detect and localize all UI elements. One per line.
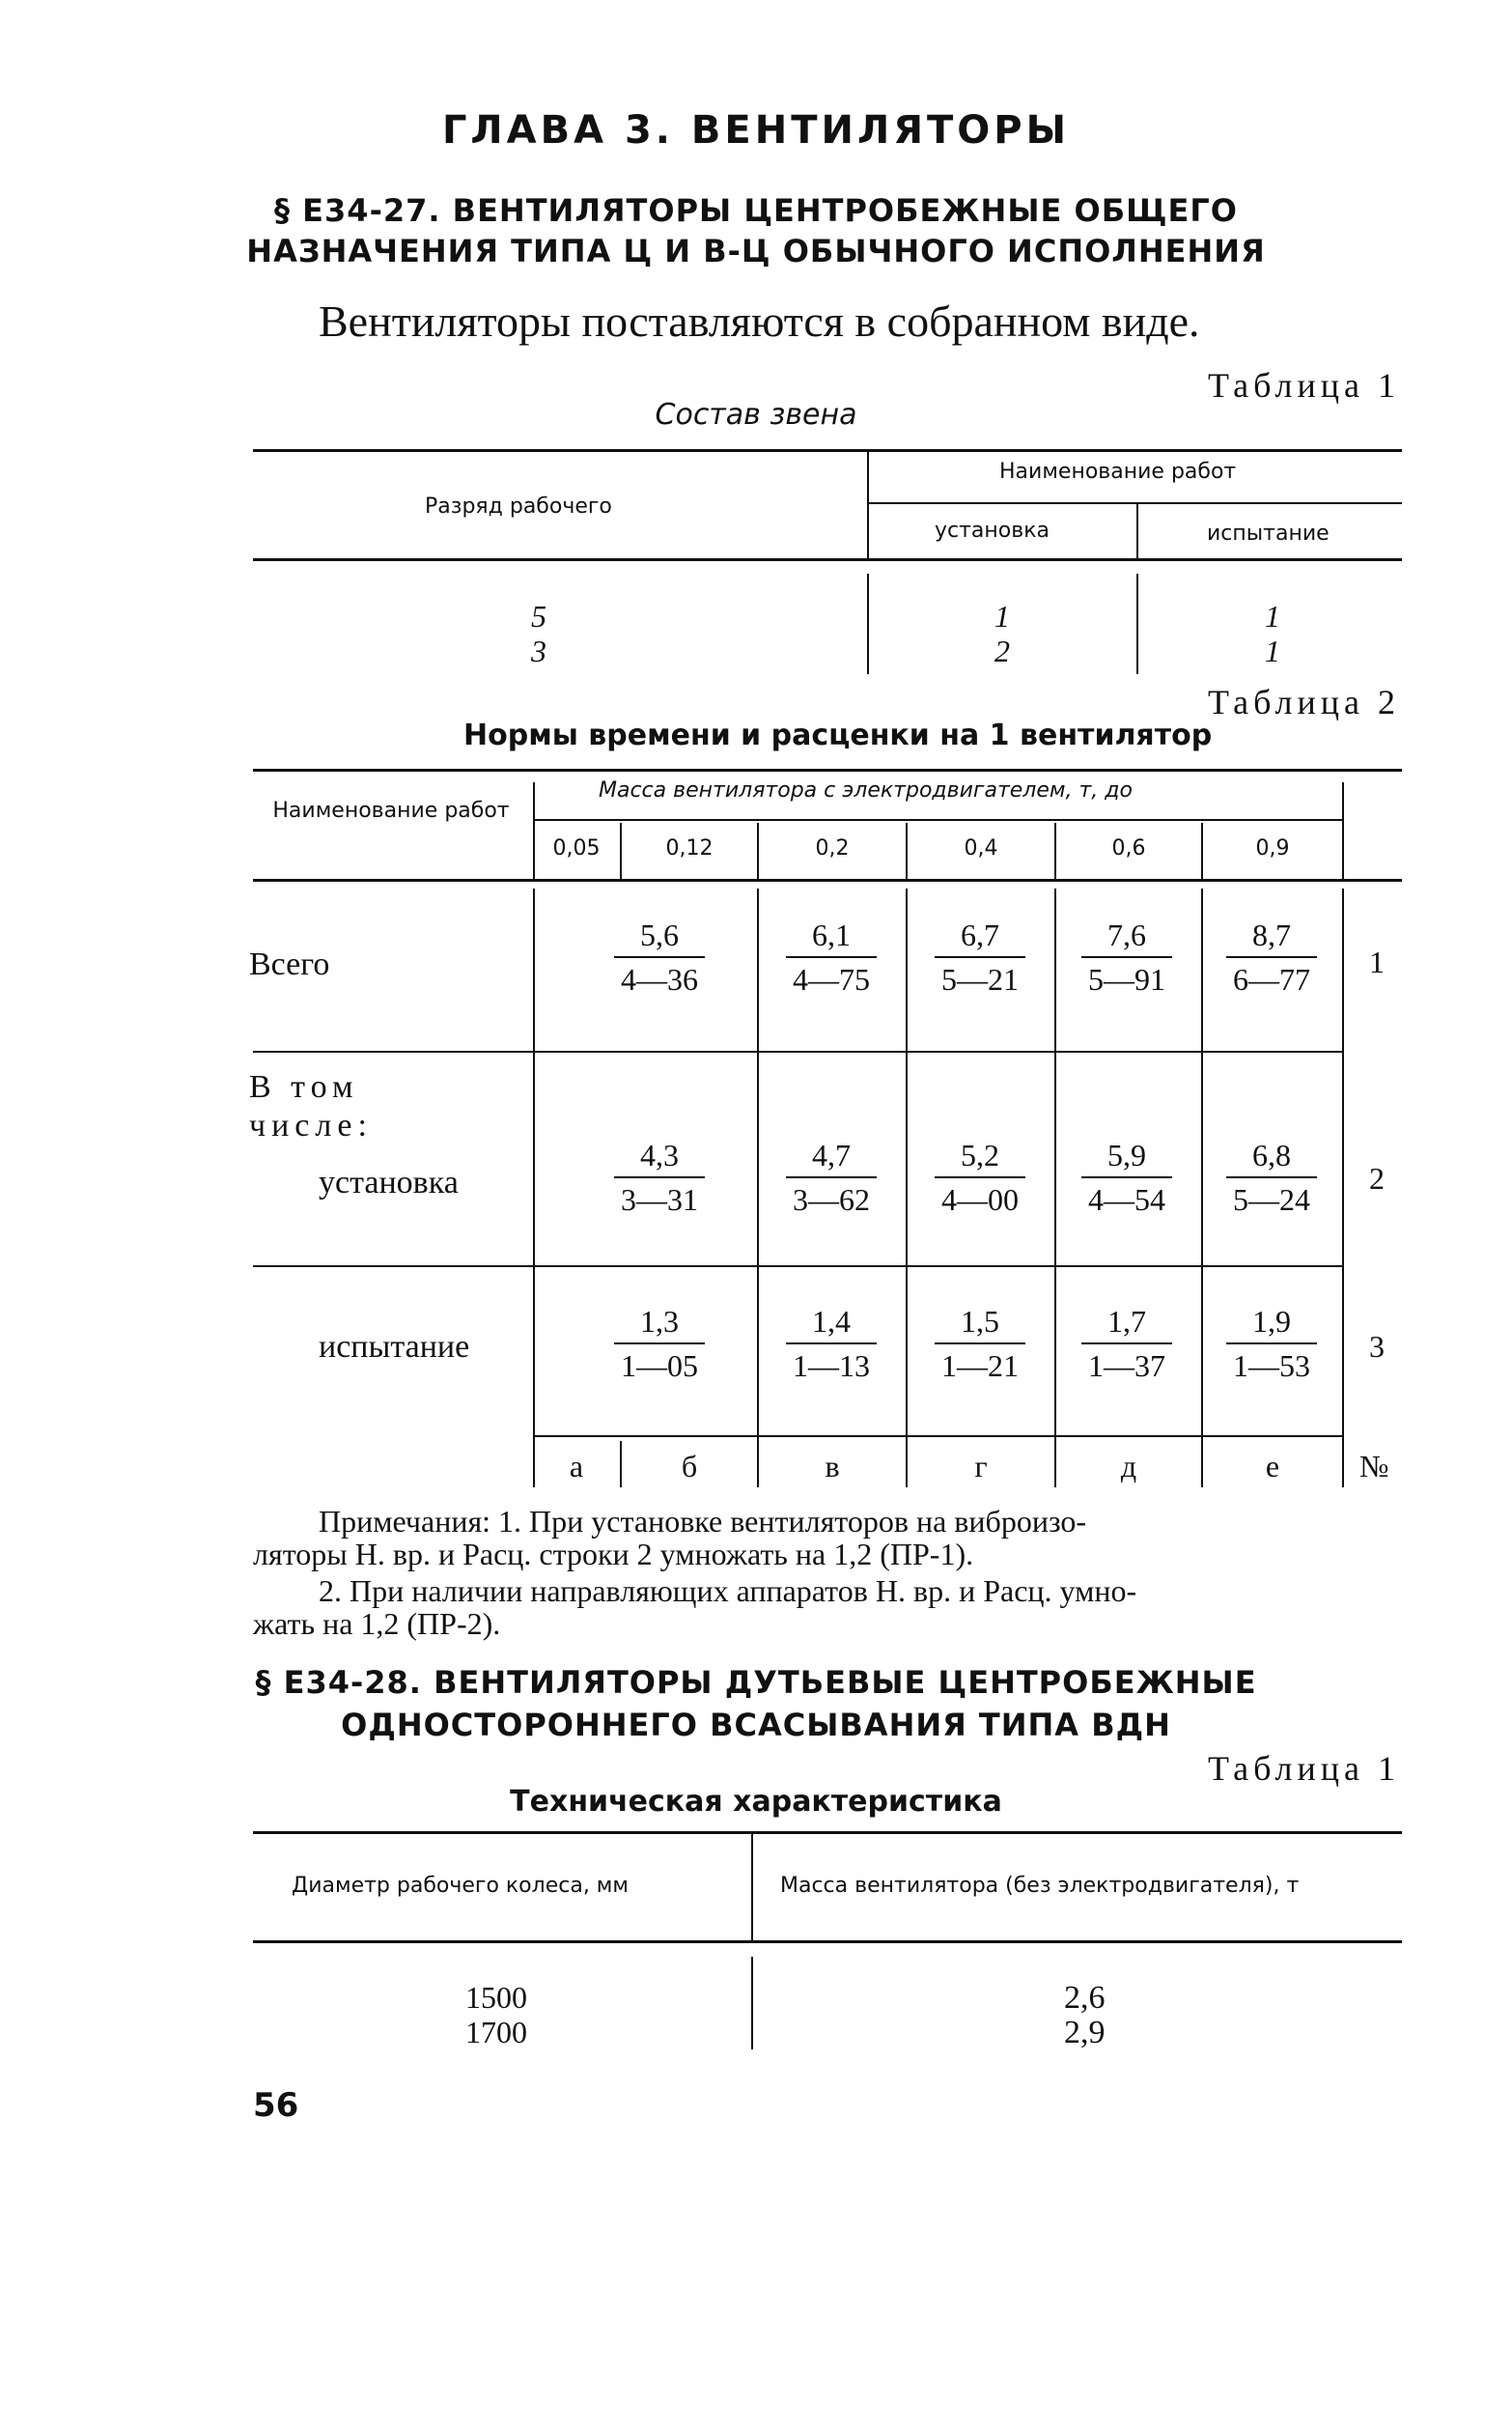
- t2-r3-c3-rate: 1—21: [941, 1348, 1019, 1383]
- t2-r3-c2: [778, 1302, 884, 1385]
- t2-r2-c2: [778, 1136, 884, 1219]
- t2-r3-c4: [1074, 1302, 1180, 1385]
- table1-test-1: 1: [1265, 599, 1280, 634]
- t2-r2-c1-norm: 4,3: [640, 1138, 679, 1172]
- t2-r3-c5: [1218, 1302, 1325, 1385]
- chapter-title: ГЛАВА 3. ВЕНТИЛЯТОРЫ: [441, 108, 1071, 153]
- section-title-line1: § Е34-27. ВЕНТИЛЯТОРЫ ЦЕНТРОБЕЖНЫЕ ОБЩЕГО: [274, 192, 1238, 229]
- t2-r3-c1: [606, 1302, 713, 1385]
- t2-r3-c2-rate: 1—13: [793, 1348, 870, 1383]
- s2-table1-label: Таблица 1: [1208, 1749, 1400, 1788]
- section-title-line2: НАЗНАЧЕНИЯ ТИПА Ц И В-Ц ОБЫЧНОГО ИСПОЛНЕНИЯ: [246, 233, 1266, 269]
- table1-test-2: 1: [1265, 634, 1280, 668]
- t2-r1-c4-norm: 7,6: [1107, 918, 1146, 952]
- t2-r2-c4-norm: 5,9: [1107, 1138, 1146, 1172]
- t2-r2-c4-rate: 4—54: [1088, 1182, 1165, 1217]
- s2-table1-top-rule: [253, 1831, 1402, 1834]
- t2-r1-c3-rate: 5—21: [941, 962, 1019, 997]
- t2-r2-c3-rate: 4—00: [941, 1182, 1019, 1217]
- t2-row3-no: 3: [1369, 1329, 1385, 1364]
- t2-vline-d-head: [906, 823, 908, 879]
- t2-r2-c4: [1074, 1136, 1180, 1219]
- t2-vline-g-body: [1342, 889, 1344, 1487]
- t2-r1-c5-rate: 6—77: [1233, 962, 1310, 997]
- t2-row1-name: Всего: [249, 946, 330, 982]
- s2-diam-2: 1700: [465, 2015, 527, 2049]
- section2-title-line2: ОДНОСТОРОННЕГО ВСАСЫВАНИЯ ТИПА ВДН: [341, 1707, 1171, 1743]
- mass-col-4: 0,4: [964, 836, 998, 861]
- t2-letter-c: в: [825, 1449, 840, 1483]
- t2-vline-f-head: [1201, 823, 1203, 879]
- t2-r2-c1: [606, 1136, 713, 1219]
- mass-col-3: 0,2: [815, 836, 850, 861]
- t2-letter-b: б: [681, 1449, 698, 1483]
- table1-label: Таблица 1: [1208, 366, 1400, 405]
- t2-r3-c4-norm: 1,7: [1107, 1304, 1146, 1339]
- t2-vline-e-body: [1054, 889, 1056, 1487]
- t2-r1-c1-rate: 4—36: [621, 962, 698, 997]
- t2-r1-c2-rate: 4—75: [793, 962, 870, 997]
- table1-col-rank: Разряд рабочего: [425, 494, 612, 519]
- table1-top-rule: [253, 449, 1402, 452]
- t2-r1-c1: [606, 916, 713, 999]
- table1-header-rule: [253, 558, 1402, 561]
- intro-text: Вентиляторы поставляются в собранном виде.: [319, 297, 1200, 346]
- t2-row2-name: установка: [319, 1165, 459, 1200]
- notes-line2: ляторы Н. вр. и Расц. строки 2 умножать на 1,2 (ПР-1).: [253, 1537, 974, 1571]
- table1-rank-2: 3: [531, 634, 546, 668]
- t2-r1-c4-rate: 5—91: [1088, 962, 1165, 997]
- table2-subheader-rule: [533, 819, 1342, 821]
- t2-row2-pre: В том числе:: [249, 1069, 373, 1144]
- table1-body-divider: [867, 574, 869, 674]
- table1-subheader-rule: [869, 502, 1402, 504]
- t2-r3-c5-rate: 1—53: [1233, 1348, 1310, 1383]
- t2-letter-f: е: [1265, 1449, 1280, 1483]
- t2-r3-c5-norm: 1,9: [1252, 1304, 1291, 1339]
- t2-vline-a-body: [533, 889, 535, 1487]
- table1-caption: Состав звена: [655, 398, 857, 432]
- t2-r1-c3: [927, 916, 1033, 999]
- t2-r1-c4: [1074, 916, 1180, 999]
- table1-rank-1: 5: [531, 599, 546, 634]
- section2-title-line1: § Е34-28. ВЕНТИЛЯТОРЫ ДУТЬЕВЫЕ ЦЕНТРОБЕЖНЫЕ: [255, 1664, 1257, 1701]
- notes-line4: жать на 1,2 (ПР-2).: [253, 1606, 501, 1641]
- t2-r3-c3-norm: 1,5: [961, 1304, 999, 1339]
- t2-row3-name: испытание: [319, 1329, 470, 1365]
- t2-r3-c2-norm: 1,4: [812, 1304, 851, 1339]
- t2-vline-a: [533, 782, 535, 879]
- t2-letter-e: д: [1120, 1449, 1137, 1483]
- table1-col-install: установка: [935, 519, 1050, 543]
- table1-body-sub-divider: [1136, 574, 1138, 674]
- t2-r1-c5-norm: 8,7: [1252, 918, 1291, 952]
- table1-sub-divider: [1136, 504, 1138, 558]
- table2-col-name: Наименование работ: [272, 799, 510, 823]
- t2-r2-c1-rate: 3—31: [621, 1182, 698, 1217]
- t2-vline-c-body: [757, 889, 759, 1487]
- table2-col-group: Масса вентилятора с электродвигателем, т, до: [599, 778, 1133, 803]
- s2-mass-2: 2,9: [1064, 2015, 1106, 2050]
- mass-col-1: 0,05: [552, 836, 601, 861]
- table1-install-2: 2: [994, 634, 1010, 668]
- t2-vline-c-head: [757, 823, 759, 879]
- t2-vline-e-head: [1054, 823, 1056, 879]
- s2-table1-col-mass: Масса вентилятора (без электродвигателя), т: [780, 1874, 1300, 1898]
- table2-header-rule: [253, 879, 1402, 882]
- table2-top-rule: [253, 769, 1402, 772]
- t2-r1-c3-norm: 6,7: [961, 918, 999, 952]
- t2-no-label: №: [1359, 1449, 1389, 1483]
- s2-table1-divider: [751, 1834, 753, 1940]
- t2-r1-c5: [1218, 916, 1325, 999]
- t2-r3-c1-norm: 1,3: [640, 1304, 679, 1339]
- t2-row-rule-2: [253, 1265, 1342, 1267]
- t2-r2-c2-norm: 4,7: [812, 1138, 851, 1172]
- mass-col-5: 0,6: [1111, 836, 1146, 861]
- t2-vline-b-head: [620, 823, 622, 879]
- t2-r1-c2-norm: 6,1: [812, 918, 851, 952]
- t2-footer-rule: [535, 1435, 1342, 1437]
- t2-row1-no: 1: [1369, 945, 1385, 979]
- t2-vline-d-body: [906, 889, 908, 1487]
- t2-vline-f-body: [1201, 889, 1203, 1487]
- table1-install-1: 1: [994, 599, 1010, 634]
- s2-table1-header-rule: [253, 1940, 1402, 1943]
- s2-diam-1: 1500: [465, 1980, 527, 2015]
- t2-row-rule-1: [253, 1051, 1342, 1053]
- s2-table1-col-diam: Диаметр рабочего колеса, мм: [292, 1874, 629, 1898]
- t2-r2-c3: [927, 1136, 1033, 1219]
- s2-mass-1: 2,6: [1064, 1980, 1106, 2016]
- mass-col-2: 0,12: [665, 836, 714, 861]
- t2-letter-a: а: [569, 1449, 584, 1483]
- t2-r2-c5-norm: 6,8: [1252, 1138, 1291, 1172]
- t2-r2-c2-rate: 3—62: [793, 1182, 870, 1217]
- table2-label: Таблица 2: [1208, 683, 1400, 721]
- notes-line1: Примечания: 1. При установке вентиляторов на виброизо-: [319, 1504, 1087, 1539]
- t2-r3-c4-rate: 1—37: [1088, 1348, 1165, 1383]
- t2-r3-c1-rate: 1—05: [621, 1348, 698, 1383]
- t2-r1-c1-norm: 5,6: [640, 918, 679, 952]
- t2-r2-c5-rate: 5—24: [1233, 1182, 1310, 1217]
- t2-r2-c3-norm: 5,2: [961, 1138, 999, 1172]
- table1-divider: [867, 452, 869, 558]
- t2-r3-c3: [927, 1302, 1033, 1385]
- t2-r1-c2: [778, 916, 884, 999]
- table1-col-group: Наименование работ: [999, 460, 1237, 484]
- t2-vline-g-head: [1342, 782, 1344, 879]
- t2-row2-no: 2: [1369, 1161, 1385, 1196]
- table1-col-test: испытание: [1207, 522, 1330, 546]
- mass-col-6: 0,9: [1255, 836, 1290, 861]
- table2-caption: Нормы времени и расценки на 1 вентилятор: [463, 719, 1213, 752]
- t2-letter-d: г: [974, 1449, 988, 1483]
- t2-r2-c5: [1218, 1136, 1325, 1219]
- notes-line3: 2. При наличии направляющих аппаратов Н. вр. и Расц. умно-: [319, 1573, 1137, 1608]
- page-number: 56: [253, 2086, 299, 2125]
- s2-table1-body-divider: [751, 1957, 753, 2049]
- s2-table1-caption: Техническая характеристика: [510, 1785, 1002, 1819]
